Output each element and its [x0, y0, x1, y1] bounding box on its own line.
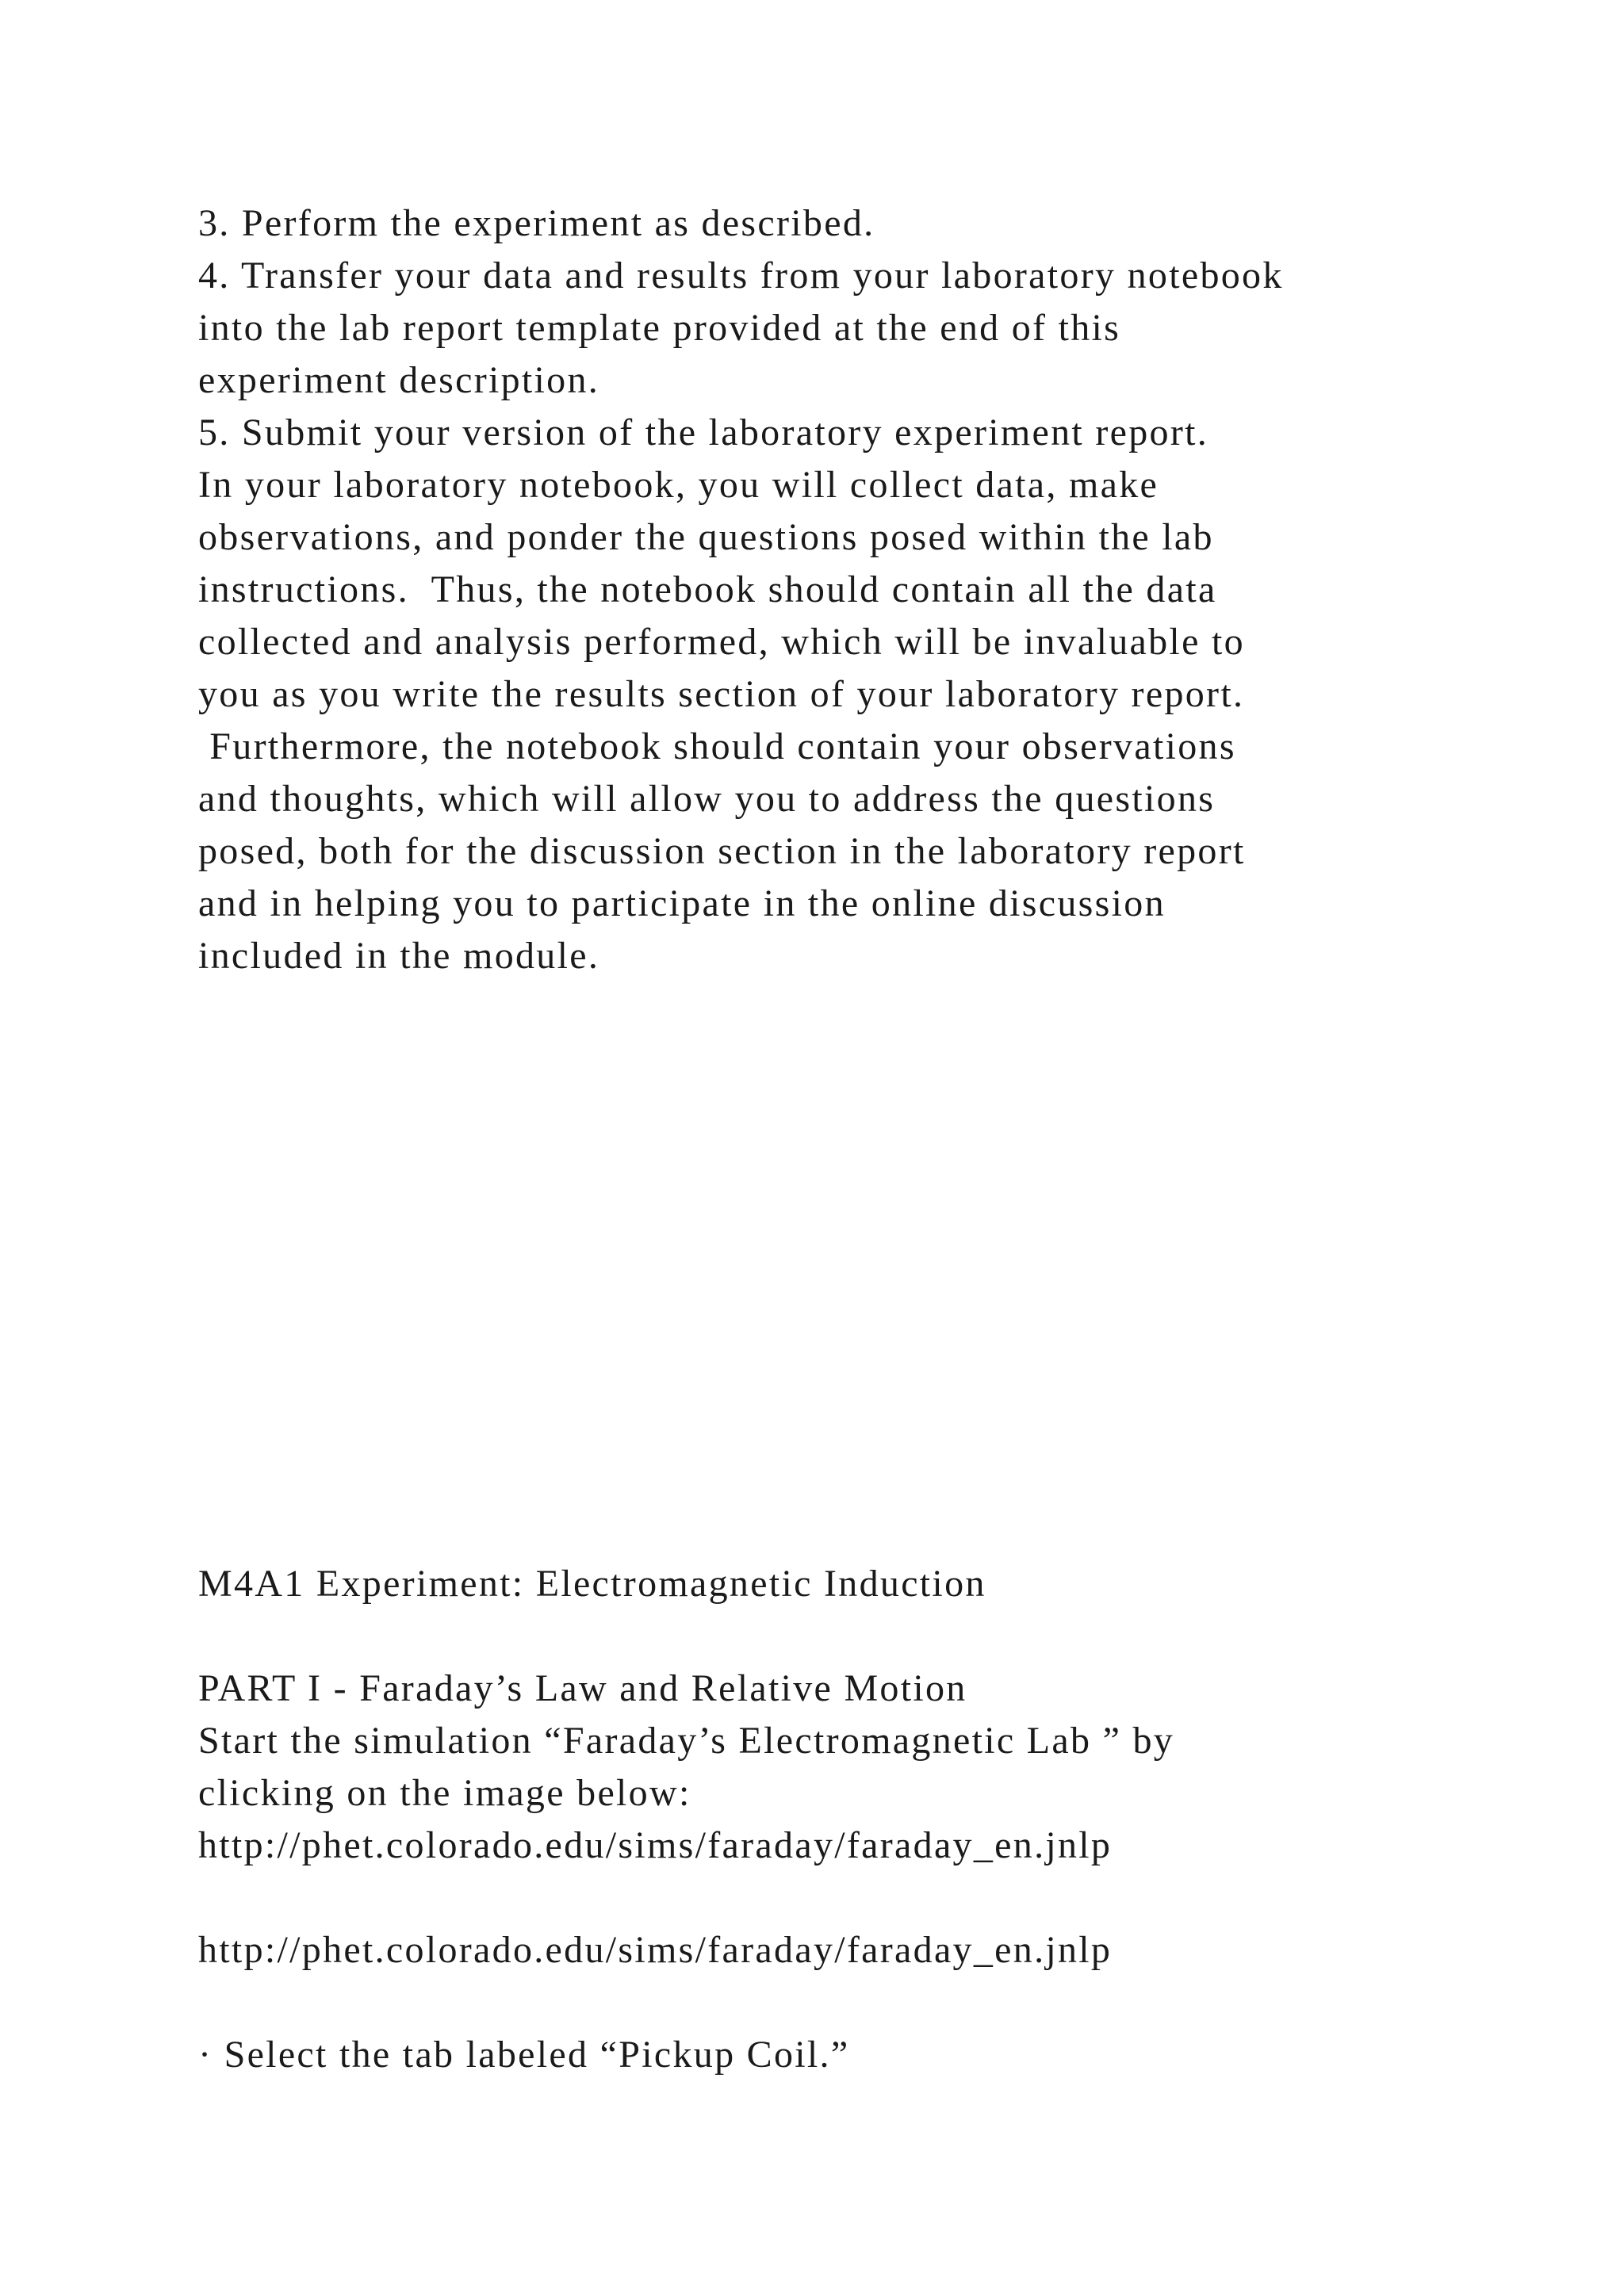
simulation-link-repeat[interactable]: http://phet.colorado.edu/sims/faraday/faraday_en.jnlp: [198, 1929, 1113, 1971]
notebook-paragraph-line-2: observations, and ponder the questions posed within the lab: [198, 516, 1214, 558]
step-4-line-1: 4. Transfer your data and results from your laboratory notebook: [198, 254, 1284, 297]
notebook-paragraph-line-9: and in helping you to participate in the online discussion: [198, 882, 1166, 924]
notebook-paragraph-line-8: posed, both for the discussion section in the laboratory report: [198, 830, 1246, 872]
experiment-title: M4A1 Experiment: Electromagnetic Induction: [198, 1563, 986, 1605]
simulation-instruction-line-1: Start the simulation “Faraday’s Electromagnetic Lab ” by: [198, 1720, 1175, 1762]
notebook-paragraph-line-7: and thoughts, which will allow you to address the questions: [198, 778, 1216, 820]
notebook-paragraph-line-4: collected and analysis performed, which will be invaluable to: [198, 621, 1245, 663]
notebook-paragraph-line-5: you as you write the results section of your laboratory report.: [198, 673, 1245, 715]
notebook-paragraph-line-10: included in the module.: [198, 935, 600, 977]
notebook-paragraph-line-3: instructions. Thus, the notebook should contain all the data: [198, 568, 1217, 610]
notebook-paragraph-line-1: In your laboratory notebook, you will collect data, make: [198, 464, 1159, 506]
notebook-paragraph-line-6: Furthermore, the notebook should contain your observations: [198, 725, 1236, 767]
part-1-heading: PART I - Faraday’s Law and Relative Motion: [198, 1667, 967, 1709]
step-5-line: 5. Submit your version of the laboratory experiment report.: [198, 411, 1209, 453]
step-4-line-3: experiment description.: [198, 359, 600, 401]
pickup-coil-instruction: · Select the tab labeled “Pickup Coil.”: [198, 2034, 850, 2076]
simulation-instruction-line-2: clicking on the image below:: [198, 1772, 691, 1814]
step-4-line-2: into the lab report template provided at the end of this: [198, 307, 1121, 349]
step-3-line: 3. Perform the experiment as described.: [198, 202, 875, 244]
simulation-link[interactable]: http://phet.colorado.edu/sims/faraday/faraday_en.jnlp: [198, 1824, 1113, 1866]
